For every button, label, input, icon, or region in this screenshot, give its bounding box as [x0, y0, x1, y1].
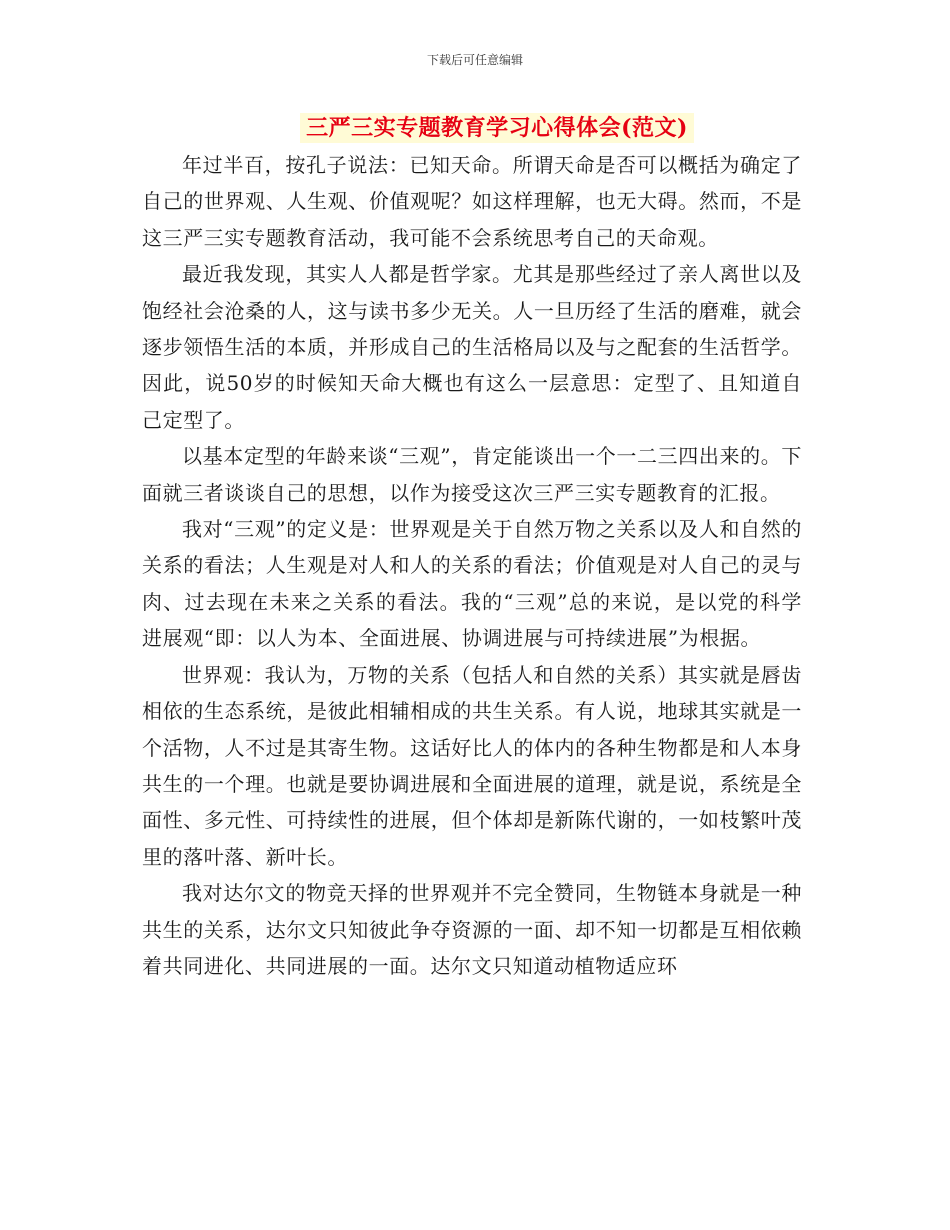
paragraph-5: 世界观：我认为，万物的关系（包括人和自然的关系）其实就是唇齿相依的生态系统，是彼此相辅相成的共生关系。有人说，地球其实就是一个活物，人不过是其寄生物。这话好比人的体内的各种生物都是和人本身共生的一个理。也就是要协调进展和全面进展的道理，就是说，系统是全面性、多元性、可持续性的进展，但个体却是新陈代谢的，一如枝繁叶茂里的落叶落、新叶长。 — [142, 662, 802, 869]
paragraph-3: 以基本定型的年龄来谈“三观”，肯定能谈出一个一二三四出来的。下面就三者谈谈自己的思想，以作为接受这次三严三实专题教育的汇报。 — [142, 444, 802, 505]
document-body — [142, 147, 802, 984]
paragraph-2: 最近我发现，其实人人都是哲学家。尤其是那些经过了亲人离世以及饱经社会沧桑的人，这与读书多少无关。人一旦历经了生活的磨难，就会逐步领悟生活的本质，并形成自己的生活格局以及与之配套的生活哲学。因此，说50岁的时候知天命大概也有这么一层意思：定型了、且知道自己定型了。 — [142, 262, 802, 432]
paragraph-6: 我对达尔文的物竞天择的世界观并不完全赞同，生物链本身就是一种共生的关系，达尔文只知彼此争夺资源的一面、却不知一切都是互相依赖着共同进化、共同进展的一面。达尔文只知道动植物适应环 — [142, 881, 802, 978]
page-header: 下载后可任意编辑 — [426, 53, 523, 67]
paragraph-1: 年过半百，按孔子说法：已知天命。所谓天命是否可以概括为确定了自己的世界观、人生观、价值观呢？如这样理解，也无大碍。然而，不是这三严三实专题教育活动，我可能不会系统思考自己的天命观。 — [142, 153, 802, 250]
paragraph-4: 我对“三观”的定义是：世界观是关于自然万物之关系以及人和自然的关系的看法；人生观是对人和人的关系的看法；价值观是对人自己的灵与肉、过去现在未来之关系的看法。我的“三观”总的来说，是以党的科学进展观“即：以人为本、全面进展、协调进展与可持续进展”为根据。 — [142, 517, 802, 651]
document-title: 三严三实专题教育学习心得体会(范文) — [300, 113, 694, 143]
document-title-wrapper — [0, 113, 950, 143]
